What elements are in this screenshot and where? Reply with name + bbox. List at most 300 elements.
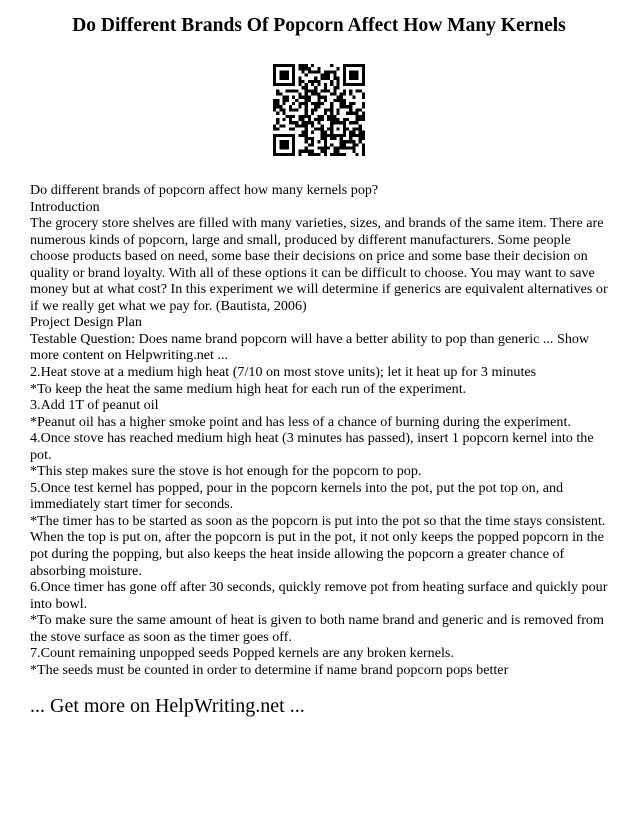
qr-module	[352, 102, 355, 105]
qr-module	[343, 143, 346, 146]
qr-module	[308, 143, 311, 146]
qr-module	[349, 93, 352, 96]
qr-module	[333, 146, 336, 149]
note-step-6: *To make sure the same amount of heat is given to both name brand and generic and is removed from the stove surface as soon as the timer goes off.	[30, 612, 604, 645]
qr-module	[346, 140, 349, 143]
qr-module	[276, 102, 279, 105]
qr-module	[362, 74, 365, 77]
qr-module	[283, 118, 286, 121]
qr-module	[359, 134, 362, 137]
qr-module	[273, 108, 276, 111]
qr-module	[355, 127, 358, 130]
qr-module	[346, 146, 349, 149]
qr-module	[333, 74, 336, 77]
qr-module	[321, 89, 324, 92]
qr-module	[317, 140, 320, 143]
qr-module	[359, 131, 362, 134]
qr-module	[279, 124, 282, 127]
qr-module	[286, 146, 289, 149]
qr-module	[276, 118, 279, 121]
qr-module	[362, 64, 365, 67]
qr-module	[362, 153, 365, 156]
qr-module	[362, 67, 365, 70]
qr-module	[324, 74, 327, 77]
qr-module	[276, 93, 279, 96]
qr-module	[336, 127, 339, 130]
qr-module	[330, 127, 333, 130]
qr-module	[349, 89, 352, 92]
qr-module	[298, 153, 301, 156]
qr-module	[302, 115, 305, 118]
qr-module	[343, 93, 346, 96]
qr-module	[324, 140, 327, 143]
qr-module	[276, 83, 279, 86]
qr-module	[349, 64, 352, 67]
qr-module	[289, 118, 292, 121]
qr-module	[324, 143, 327, 146]
qr-module	[305, 93, 308, 96]
qr-module	[305, 150, 308, 153]
qr-module	[343, 127, 346, 130]
qr-module	[324, 131, 327, 134]
qr-module	[355, 143, 358, 146]
qr-module	[352, 121, 355, 124]
qr-module	[333, 93, 336, 96]
qr-module	[305, 140, 308, 143]
qr-module	[340, 121, 343, 124]
qr-code-graphic	[273, 64, 365, 156]
qr-module	[292, 150, 295, 153]
qr-module	[305, 146, 308, 149]
qr-module	[298, 105, 301, 108]
qr-module	[289, 134, 292, 137]
qr-module	[286, 89, 289, 92]
qr-module	[362, 96, 365, 99]
qr-module	[327, 146, 330, 149]
qr-module	[346, 112, 349, 115]
qr-module	[321, 74, 324, 77]
qr-module	[321, 131, 324, 134]
qr-module	[327, 108, 330, 111]
heading-project-design-plan: Project Design Plan	[30, 314, 142, 331]
qr-module	[305, 64, 308, 67]
qr-module	[292, 102, 295, 105]
qr-module	[314, 89, 317, 92]
qr-module	[355, 108, 358, 111]
qr-module	[362, 102, 365, 105]
qr-module	[314, 153, 317, 156]
qr-module	[305, 102, 308, 105]
paragraph-question: Do different brands of popcorn affect how many kernels pop?	[30, 182, 379, 198]
qr-module	[302, 86, 305, 89]
qr-module	[298, 93, 301, 96]
qr-module	[336, 150, 339, 153]
qr-module	[321, 102, 324, 105]
qr-module	[340, 102, 343, 105]
qr-module	[273, 134, 276, 137]
qr-module	[276, 89, 279, 92]
qr-module	[343, 70, 346, 73]
qr-module	[311, 121, 314, 124]
page-title: Do Different Brands Of Popcorn Affect How Many Kernels	[72, 15, 566, 36]
qr-module	[349, 112, 352, 115]
qr-module	[273, 150, 276, 153]
qr-module	[346, 127, 349, 130]
qr-module	[302, 70, 305, 73]
qr-module	[359, 83, 362, 86]
qr-module	[292, 64, 295, 67]
qr-module	[330, 118, 333, 121]
qr-module	[362, 143, 365, 146]
qr-module	[336, 121, 339, 124]
qr-module	[359, 108, 362, 111]
qr-module	[308, 99, 311, 102]
qr-module	[321, 146, 324, 149]
qr-module	[355, 121, 358, 124]
qr-module	[362, 80, 365, 83]
qr-module	[273, 70, 276, 73]
qr-module	[305, 83, 308, 86]
qr-module	[292, 96, 295, 99]
qr-module	[340, 96, 343, 99]
qr-module	[273, 140, 276, 143]
qr-module	[286, 153, 289, 156]
qr-module	[343, 153, 346, 156]
qr-module	[343, 74, 346, 77]
qr-module	[362, 137, 365, 140]
qr-module	[330, 64, 333, 67]
qr-module	[305, 127, 308, 130]
qr-module	[308, 118, 311, 121]
qr-module	[359, 115, 362, 118]
qr-module	[314, 77, 317, 80]
qr-module	[352, 74, 355, 77]
qr-module	[362, 83, 365, 86]
qr-module	[311, 108, 314, 111]
qr-module	[343, 67, 346, 70]
qr-module	[317, 93, 320, 96]
qr-module	[283, 70, 286, 73]
qr-module	[343, 105, 346, 108]
qr-module	[279, 134, 282, 137]
qr-module	[292, 77, 295, 80]
qr-module	[330, 70, 333, 73]
qr-module	[295, 121, 298, 124]
qr-module	[292, 127, 295, 130]
qr-module	[327, 127, 330, 130]
qr-module	[292, 83, 295, 86]
qr-module	[355, 83, 358, 86]
qr-module	[305, 124, 308, 127]
qr-module	[340, 137, 343, 140]
qr-module	[362, 146, 365, 149]
qr-module	[273, 83, 276, 86]
qr-module	[308, 89, 311, 92]
qr-module	[336, 112, 339, 115]
qr-module	[333, 134, 336, 137]
qr-module	[333, 99, 336, 102]
qr-module	[317, 121, 320, 124]
qr-module	[311, 150, 314, 153]
note-step-5: *The timer has to be started as soon as the popcorn is put into the pot so that the time stays consistent. When the top is put on, after the popcorn is put in the pot, it not only keeps the popped popcorn in the pot during the popping, but also keeps the heat inside allowing the popcorn a greater chance of absorbing moisture.	[30, 512, 606, 579]
qr-module	[279, 93, 282, 96]
qr-module	[327, 134, 330, 137]
qr-module	[336, 153, 339, 156]
qr-module	[327, 77, 330, 80]
qr-module	[273, 146, 276, 149]
qr-module	[283, 146, 286, 149]
qr-module	[359, 140, 362, 143]
qr-module	[324, 137, 327, 140]
qr-module	[283, 102, 286, 105]
qr-module	[295, 89, 298, 92]
qr-module	[317, 115, 320, 118]
qr-module	[321, 150, 324, 153]
qr-module	[330, 105, 333, 108]
qr-module	[349, 140, 352, 143]
qr-module	[286, 77, 289, 80]
qr-module	[340, 99, 343, 102]
qr-module	[349, 121, 352, 124]
qr-module	[362, 131, 365, 134]
qr-code-icon[interactable]	[273, 64, 365, 156]
qr-module	[324, 153, 327, 156]
qr-module	[355, 134, 358, 137]
qr-module	[302, 121, 305, 124]
qr-module	[273, 153, 276, 156]
qr-module	[295, 99, 298, 102]
qr-module	[302, 131, 305, 134]
qr-module	[305, 89, 308, 92]
qr-module	[314, 93, 317, 96]
qr-module	[283, 83, 286, 86]
qr-module	[302, 118, 305, 121]
qr-module	[336, 83, 339, 86]
qr-module	[362, 134, 365, 137]
qr-module	[349, 105, 352, 108]
qr-module	[343, 89, 346, 92]
qr-module	[311, 64, 314, 67]
qr-module	[355, 115, 358, 118]
qr-module	[295, 124, 298, 127]
qr-module	[343, 134, 346, 137]
qr-module	[327, 118, 330, 121]
step-4: 4.Once stove has reached medium high heat (3 minutes has passed), insert 1 popcorn kernel into the pot.	[30, 430, 594, 463]
qr-module	[352, 70, 355, 73]
qr-module	[359, 137, 362, 140]
qr-module	[311, 137, 314, 140]
qr-module	[292, 74, 295, 77]
qr-module	[311, 89, 314, 92]
qr-module	[343, 140, 346, 143]
qr-module	[362, 70, 365, 73]
qr-module	[333, 118, 336, 121]
qr-module	[273, 64, 276, 67]
qr-module	[330, 108, 333, 111]
qr-module	[349, 70, 352, 73]
qr-module	[355, 112, 358, 115]
qr-module	[317, 70, 320, 73]
qr-module	[314, 127, 317, 130]
qr-module	[324, 86, 327, 89]
qr-module	[333, 115, 336, 118]
qr-module	[311, 93, 314, 96]
qr-module	[289, 115, 292, 118]
qr-module	[324, 83, 327, 86]
qr-module	[333, 137, 336, 140]
qr-module	[311, 124, 314, 127]
qr-module	[279, 77, 282, 80]
qr-module	[340, 146, 343, 149]
qr-module	[346, 105, 349, 108]
qr-module	[352, 96, 355, 99]
qr-module	[352, 127, 355, 130]
qr-module	[302, 96, 305, 99]
qr-module	[283, 77, 286, 80]
qr-module	[308, 67, 311, 70]
qr-module	[349, 131, 352, 134]
qr-module	[311, 70, 314, 73]
qr-module	[359, 89, 362, 92]
qr-module	[302, 134, 305, 137]
qr-module	[273, 67, 276, 70]
qr-module	[333, 121, 336, 124]
step-5: 5.Once test kernel has popped, pour in the popcorn kernels into the pot, put the pot top on, and immediately start timer for seconds.	[30, 479, 564, 513]
qr-module	[352, 150, 355, 153]
qr-module	[340, 153, 343, 156]
qr-module	[308, 153, 311, 156]
qr-module	[305, 108, 308, 111]
qr-module	[340, 140, 343, 143]
qr-module	[289, 121, 292, 124]
qr-module	[330, 143, 333, 146]
qr-module	[324, 146, 327, 149]
qr-module	[273, 127, 276, 130]
qr-module	[327, 70, 330, 73]
qr-module	[352, 83, 355, 86]
qr-module	[305, 115, 308, 118]
qr-module	[305, 137, 308, 140]
qr-module	[317, 105, 320, 108]
qr-module	[317, 127, 320, 130]
qr-module	[330, 115, 333, 118]
qr-module	[330, 93, 333, 96]
qr-module	[298, 64, 301, 67]
helpwriting-link[interactable]: ... Get more on HelpWriting.net ...	[30, 695, 305, 717]
qr-module	[333, 150, 336, 153]
document-body	[30, 182, 610, 678]
qr-module	[292, 146, 295, 149]
qr-module	[362, 150, 365, 153]
qr-module	[292, 115, 295, 118]
step-3: 3.Add 1T of peanut oil	[30, 397, 159, 414]
qr-module	[314, 80, 317, 83]
qr-module	[279, 143, 282, 146]
qr-module	[308, 70, 311, 73]
qr-module	[286, 70, 289, 73]
qr-module	[333, 86, 336, 89]
qr-module	[321, 96, 324, 99]
qr-module	[298, 134, 301, 137]
qr-module	[283, 134, 286, 137]
qr-module	[276, 64, 279, 67]
qr-module	[289, 108, 292, 111]
qr-module	[292, 140, 295, 143]
qr-module	[273, 102, 276, 105]
qr-module	[292, 143, 295, 146]
qr-module	[346, 118, 349, 121]
qr-module	[317, 96, 320, 99]
qr-module	[305, 112, 308, 115]
qr-module	[286, 99, 289, 102]
qr-module	[292, 108, 295, 111]
qr-module	[355, 70, 358, 73]
qr-module	[317, 153, 320, 156]
qr-module	[311, 83, 314, 86]
qr-module	[327, 74, 330, 77]
qr-module	[321, 134, 324, 137]
qr-module	[346, 64, 349, 67]
qr-module	[336, 118, 339, 121]
qr-module	[343, 64, 346, 67]
qr-module	[352, 134, 355, 137]
qr-module	[324, 150, 327, 153]
qr-module	[317, 99, 320, 102]
qr-module	[343, 77, 346, 80]
qr-module	[336, 134, 339, 137]
qr-module	[276, 153, 279, 156]
qr-module	[276, 105, 279, 108]
qr-module	[298, 83, 301, 86]
qr-module	[286, 140, 289, 143]
qr-module	[336, 108, 339, 111]
qr-module	[289, 89, 292, 92]
qr-module	[302, 80, 305, 83]
qr-module	[311, 102, 314, 105]
qr-module	[327, 89, 330, 92]
qr-module	[324, 77, 327, 80]
qr-module	[273, 80, 276, 83]
qr-module	[283, 96, 286, 99]
qr-module	[352, 131, 355, 134]
qr-module	[305, 105, 308, 108]
qr-module	[362, 105, 365, 108]
qr-module	[302, 64, 305, 67]
qr-module	[349, 146, 352, 149]
qr-module	[308, 150, 311, 153]
qr-module	[286, 83, 289, 86]
qr-module	[362, 112, 365, 115]
qr-module	[336, 146, 339, 149]
qr-module	[273, 77, 276, 80]
qr-module	[286, 134, 289, 137]
qr-module	[279, 64, 282, 67]
qr-module	[330, 137, 333, 140]
qr-module	[352, 64, 355, 67]
qr-module	[343, 121, 346, 124]
step-2: 2.Heat stove at a medium high heat (7/10 on most stove units); let it heat up for 3 minutes	[30, 364, 537, 381]
qr-module	[327, 115, 330, 118]
qr-module	[352, 140, 355, 143]
qr-module	[333, 77, 336, 80]
qr-module	[298, 77, 301, 80]
qr-module	[330, 112, 333, 115]
qr-module	[330, 102, 333, 105]
qr-module	[317, 118, 320, 121]
qr-module	[286, 96, 289, 99]
qr-module	[349, 108, 352, 111]
qr-module	[308, 80, 311, 83]
